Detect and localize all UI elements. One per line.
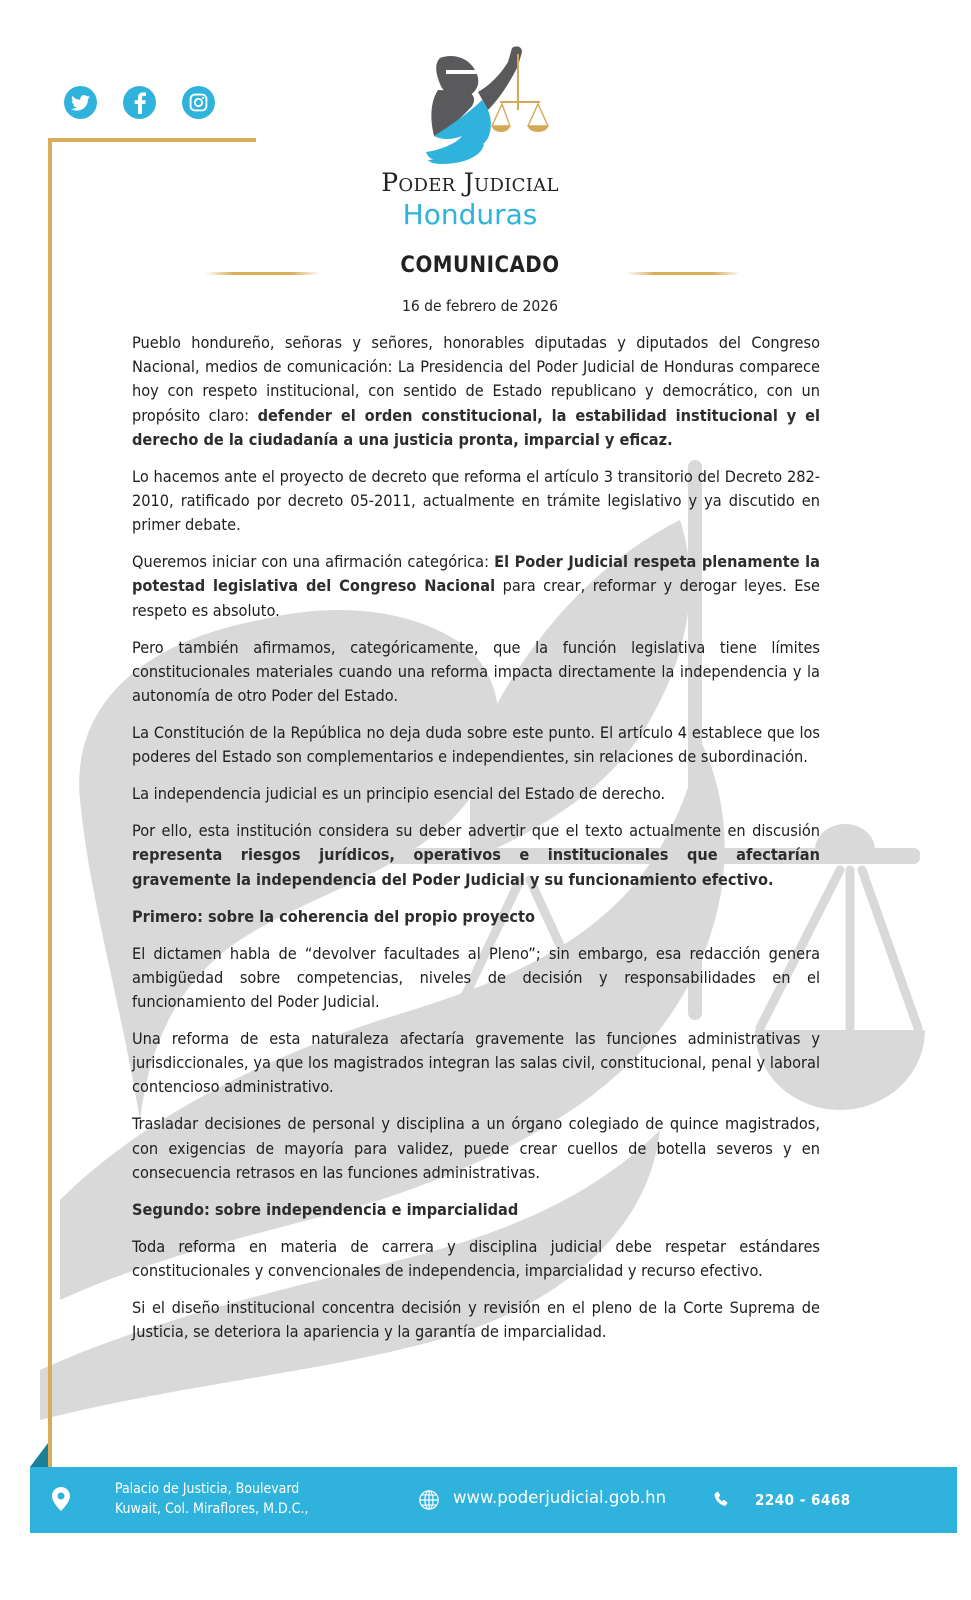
footer-address [115, 1479, 308, 1519]
paragraph-text: Una reforma de esta naturaleza afectaría gravemente las funciones administrativas y jurisdiccionales, ya que los magistrados integran las salas civil, constitucional, penal y laboral contencioso administrativo. [132, 1029, 820, 1097]
paragraph-text: Si el diseño institucional concentra decisión y revisión en el pleno de la Corte Suprema de Justicia, se deteriora la apariencia y la garantía de imparcialidad. [132, 1298, 820, 1342]
gold-frame-top [48, 138, 256, 142]
address-line-1: Palacio de Justicia, Boulevard [115, 1481, 300, 1497]
section-heading [132, 1198, 820, 1222]
phone-number[interactable]: 2240 - 6468 [755, 1491, 851, 1509]
paragraph [132, 942, 820, 1015]
paragraph-text: La Constitución de la República no deja duda sobre este punto. El artículo 4 establece que los poderes del Estado son complementarios e independientes, sin relaciones de subordinación. [132, 723, 820, 767]
paragraph [132, 819, 820, 892]
paragraph [132, 636, 820, 709]
logo-subtitle: Honduras [402, 198, 538, 231]
paragraph-text: Queremos iniciar con una afirmación categórica: [132, 552, 495, 572]
document-body [132, 331, 820, 1357]
document-heading: COMUNICADO [400, 253, 560, 278]
poder-judicial-logo [360, 40, 600, 240]
logo-title: Poder Judicial [381, 168, 559, 197]
paragraph [132, 1296, 820, 1344]
gold-frame-left [48, 138, 52, 1468]
website-link[interactable]: www.poderjudicial.gob.hn [453, 1488, 667, 1507]
location-pin-icon [52, 1487, 70, 1511]
corner-accent [30, 1443, 48, 1467]
instagram-icon[interactable] [182, 86, 215, 119]
heading-divider-left [205, 272, 320, 275]
paragraph [132, 550, 820, 623]
heading-divider-right [626, 272, 741, 275]
footer-bar [30, 1467, 957, 1533]
paragraph-text: para crear, reformar y derogar leyes. Ese respeto es absoluto. [132, 576, 820, 620]
paragraph-text: Toda reforma en materia de carrera y disciplina judicial debe respetar estándares constitucionales y convencionales de independencia, imparcialidad y recurso efectivo. [132, 1236, 820, 1281]
emphasized-text: Segundo: sobre independencia e imparcialidad [132, 1199, 519, 1219]
paragraph [132, 331, 820, 452]
paragraph-text: La independencia judicial es un principio esencial del Estado de derecho. [132, 784, 666, 804]
paragraph [132, 782, 820, 806]
emphasized-text: El Poder Judicial respeta plenamente la potestad legislativa del Congreso Nacional [132, 552, 820, 596]
emphasized-text: representa riesgos jurídicos, operativos e institucionales que afectarían gravemente la independencia del Poder Judicial y su funcionamiento efectivo. [132, 845, 820, 889]
paragraph-text: Trasladar decisiones de personal y disciplina a un órgano colegiado de quince magistrados, con exigencias de mayoría para validez, puede crear cuellos de botella severos y en consecuencia retrasos en las funciones administrativas. [132, 1114, 820, 1182]
section-heading [132, 905, 820, 929]
paragraph [132, 465, 820, 538]
document-date: 16 de febrero de 2026 [401, 297, 559, 315]
twitter-icon[interactable] [64, 86, 97, 119]
paragraph [132, 721, 820, 769]
phone-icon [712, 1489, 730, 1509]
paragraph-text: Pueblo hondureño, señoras y señores, honorables diputadas y diputados del Congreso Nacional, medios de comunicación: La Presidencia del Poder Judicial de Honduras comparece hoy con respeto institucional, con sentido de Estado republicano y democrático, con un propósito claro: [132, 333, 820, 425]
address-line-2: Kuwait, Col. Miraflores, M.D.C., [115, 1501, 309, 1517]
paragraph [132, 1027, 820, 1100]
paragraph [132, 1235, 820, 1283]
facebook-icon[interactable] [123, 86, 156, 119]
paragraph-text: Por ello, esta institución considera su deber advertir que el texto actualmente en discusión [132, 821, 820, 841]
paragraph-text: Pero también afirmamos, categóricamente, que la función legislativa tiene límites constitucionales materiales cuando una reforma impacta directamente la independencia y la autonomía de otro Poder del Estado. [132, 637, 820, 706]
lady-justice-logo-icon [360, 40, 600, 170]
globe-icon [418, 1489, 440, 1511]
paragraph-text: El dictamen habla de “devolver facultades al Pleno”; sin embargo, esa redacción genera ambigüedad sobre competencias, niveles de decisión y responsabilidades en el funcionamiento del Poder Judicial. [132, 943, 820, 1012]
emphasized-text: defender el orden constitucional, la estabilidad institucional y el derecho de la ciudadanía a una justicia pronta, imparcial y eficaz. [132, 405, 820, 449]
emphasized-text: Primero: sobre la coherencia del propio proyecto [132, 906, 535, 926]
paragraph-text: Lo hacemos ante el proyecto de decreto que reforma el artículo 3 transitorio del Decreto 282-2010, ratificado por decreto 05-2011, actualmente en trámite legislativo y ya discutido en primer debate. [132, 466, 820, 535]
paragraph [132, 1112, 820, 1185]
